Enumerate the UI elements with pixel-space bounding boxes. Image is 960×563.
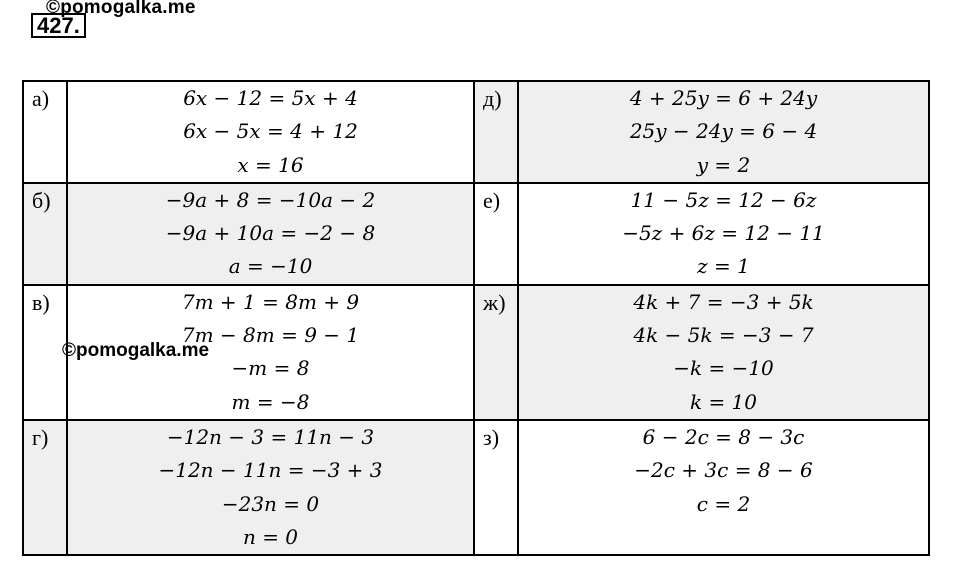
equation-line: 6x − 5x = 4 + 12: [183, 119, 358, 144]
equation-line: x = 16: [237, 152, 304, 177]
equation-line: a = −10: [228, 254, 313, 279]
equation-line: −9a + 8 = −10a − 2: [165, 187, 376, 212]
watermark-top: ©pomogalka.me: [46, 0, 196, 18]
equation-cell: [518, 420, 929, 555]
equation-line: 7m + 1 = 8m + 9: [181, 289, 360, 314]
equation-line: n = 0: [242, 524, 299, 549]
equation-line: z = 1: [697, 254, 750, 279]
equation-row: [23, 81, 929, 183]
equation-line: c = 2: [696, 491, 751, 516]
item-label: в): [23, 285, 67, 420]
item-label: е): [474, 183, 518, 285]
equation-line: −m = 8: [231, 356, 310, 381]
equation-cell: [67, 420, 474, 555]
item-label: ж): [474, 285, 518, 420]
item-label: д): [474, 81, 518, 183]
equation-line: −12n − 3 = 11n − 3: [166, 424, 375, 449]
equation-line: −23n = 0: [221, 491, 320, 516]
equation-cell: [518, 81, 929, 183]
equation-line: −k = −10: [673, 356, 774, 381]
equation-cell: [518, 183, 929, 285]
equation-line: 4 + 25y = 6 + 24y: [629, 86, 818, 110]
equation-row: [23, 183, 929, 285]
equation-line: k = 10: [689, 389, 758, 414]
equation-cell: [67, 183, 474, 285]
equation-line: 25y − 24y = 6 − 4: [629, 119, 818, 144]
task-number: 427.: [31, 13, 86, 38]
equation-cell: [67, 81, 474, 183]
equation-line: 4k + 7 = −3 + 5k: [633, 289, 814, 314]
equation-line: 11 − 5z = 12 − 6z: [630, 187, 817, 212]
item-label: з): [474, 420, 518, 555]
equation-line: −2c + 3c = 8 − 6: [634, 458, 813, 483]
equation-line: y = 2: [696, 152, 751, 177]
equation-line: −5z + 6z = 12 − 11: [622, 221, 825, 246]
equation-line: −12n − 11n = −3 + 3: [158, 458, 383, 483]
equation-line: −9a + 10a = −2 − 8: [165, 221, 376, 246]
item-label: г): [23, 420, 67, 555]
equation-line: 6x − 12 = 5x + 4: [183, 86, 358, 110]
equation-line: 7m − 8m = 9 − 1: [181, 323, 360, 348]
equation-cell: [518, 285, 929, 420]
equation-line: m = −8: [231, 389, 310, 414]
item-label: б): [23, 183, 67, 285]
watermark-middle: ©pomogalka.me: [62, 340, 210, 361]
equation-line: 6 − 2c = 8 − 3c: [642, 424, 805, 449]
item-label: а): [23, 81, 67, 183]
equation-line: 4k − 5k = −3 − 7: [633, 323, 814, 348]
equation-row: [23, 420, 929, 555]
solutions-table: [22, 80, 930, 556]
